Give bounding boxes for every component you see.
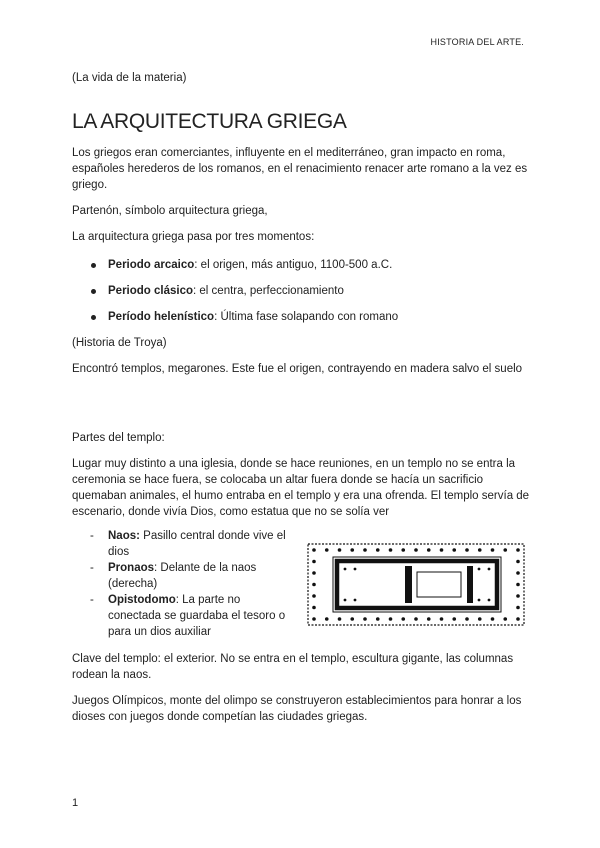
column-mark xyxy=(338,548,342,552)
column-mark xyxy=(516,548,520,552)
column-mark xyxy=(312,606,316,610)
column-mark xyxy=(350,548,354,552)
clave-paragraph: Clave del templo: el exterior. No se entra en el templo, escultura gigante, las columnas rodean la naos. xyxy=(72,653,514,681)
column-mark xyxy=(414,617,418,621)
column-mark xyxy=(465,548,469,552)
inner-column-mark xyxy=(488,568,491,571)
dash-icon: - xyxy=(90,594,94,606)
inner-column-mark xyxy=(354,568,357,571)
intro-paragraph: Los griegos eran comerciantes, influyente en el mediterráneo, gran impacto en roma, españoles herederos de los romanos, en el renacimiento renacer arte romano a la vez es griego. xyxy=(72,147,528,191)
moment-term: Periodo arcaico xyxy=(108,259,195,271)
column-mark xyxy=(440,548,444,552)
column-mark xyxy=(516,560,520,564)
column-mark xyxy=(516,571,520,575)
inner-column-mark xyxy=(354,599,357,602)
column-mark xyxy=(312,583,316,587)
column-mark xyxy=(389,548,393,552)
list-item xyxy=(72,528,292,560)
column-mark xyxy=(312,617,316,621)
partes-title: Partes del templo: xyxy=(72,432,165,444)
inner-column-mark xyxy=(488,599,491,602)
moment-desc: : el origen, más antiguo, 1100-500 a.C. xyxy=(194,259,393,271)
part-term: Naos: xyxy=(108,530,140,542)
column-mark xyxy=(312,594,316,598)
templos-paragraph: Encontró templos, megarones. Este fue el origen, contrayendo en madera salvo el suelo xyxy=(72,363,523,375)
part-desc: Pasillo central donde vive el dios xyxy=(108,530,286,558)
troya-paragraph: (Historia de Troya) xyxy=(72,337,167,349)
bullet-icon xyxy=(91,289,96,294)
column-mark xyxy=(312,548,316,552)
column-mark xyxy=(363,548,367,552)
page-title: LA ARQUITECTURA GRIEGA xyxy=(72,110,347,133)
lugar-paragraph: Lugar muy distinto a una iglesia, donde se hace reuniones, en un templo no se entra la ceremonia se hace fuera, se colocaba un altar fuera donde se hacía un sacrificio quemaban animales, el humo entraba en el templo y era una ofrenda. El templo servía de escenario, donde vivía Dios, como estatua que no se solía ver xyxy=(72,458,530,518)
column-mark xyxy=(376,548,380,552)
column-mark xyxy=(401,617,405,621)
column-mark xyxy=(516,617,520,621)
list-item xyxy=(72,592,292,640)
column-mark xyxy=(516,606,520,610)
column-mark xyxy=(440,617,444,621)
inner-column-mark xyxy=(478,599,481,602)
column-mark xyxy=(427,548,431,552)
column-mark xyxy=(363,617,367,621)
partenon-paragraph: Partenón, símbolo arquitectura griega, xyxy=(72,205,268,217)
column-mark xyxy=(465,617,469,621)
column-mark xyxy=(478,548,482,552)
part-desc: : La parte no conectada se guardaba el tesoro o para un dios auxiliar xyxy=(108,594,286,638)
moment-desc: : el centra, perfeccionamiento xyxy=(193,285,344,297)
page-number: 1 xyxy=(72,797,79,809)
column-mark xyxy=(491,617,495,621)
inner-column-mark xyxy=(344,568,347,571)
dash-icon: - xyxy=(90,530,94,542)
column-mark xyxy=(350,617,354,621)
column-mark xyxy=(389,617,393,621)
bullet-icon xyxy=(91,263,96,268)
part-term: Opistodomo xyxy=(108,594,176,606)
column-mark xyxy=(452,617,456,621)
column-mark xyxy=(478,617,482,621)
column-mark xyxy=(401,548,405,552)
column-mark xyxy=(312,571,316,575)
column-mark xyxy=(452,548,456,552)
column-mark xyxy=(516,583,520,587)
column-mark xyxy=(325,548,329,552)
column-mark xyxy=(427,617,431,621)
column-mark xyxy=(516,594,520,598)
temple-floor-plan-icon xyxy=(307,543,525,626)
list-item xyxy=(72,283,398,309)
column-mark xyxy=(376,617,380,621)
column-mark xyxy=(503,617,507,621)
column-mark xyxy=(325,617,329,621)
moments-list xyxy=(72,257,398,335)
part-desc: : Delante de la naos (derecha) xyxy=(108,562,257,590)
subtitle: (La vida de la materia) xyxy=(72,72,187,84)
temple-parts-list xyxy=(72,528,292,640)
column-mark xyxy=(414,548,418,552)
moments-intro: La arquitectura griega pasa por tres momentos: xyxy=(72,231,315,243)
juegos-paragraph: Juegos Olímpicos, monte del olimpo se construyeron establecimientos para honrar a los dioses con juegos donde competían las ciudades griegas. xyxy=(72,695,522,723)
inner-column-mark xyxy=(344,599,347,602)
list-item xyxy=(72,560,292,592)
column-mark xyxy=(491,548,495,552)
moment-desc: : Última fase solapando con romano xyxy=(214,311,399,323)
column-mark xyxy=(312,560,316,564)
running-header: HISTORIA DEL ARTE. xyxy=(430,37,524,47)
moment-term: Período helenístico xyxy=(108,311,215,323)
bullet-icon xyxy=(91,315,96,320)
dash-icon: - xyxy=(90,562,94,574)
column-mark xyxy=(338,617,342,621)
column-mark xyxy=(503,548,507,552)
part-term: Pronaos xyxy=(108,562,155,574)
list-item xyxy=(72,257,398,283)
list-item xyxy=(72,309,398,335)
moment-term: Periodo clásico xyxy=(108,285,194,297)
inner-column-mark xyxy=(478,568,481,571)
